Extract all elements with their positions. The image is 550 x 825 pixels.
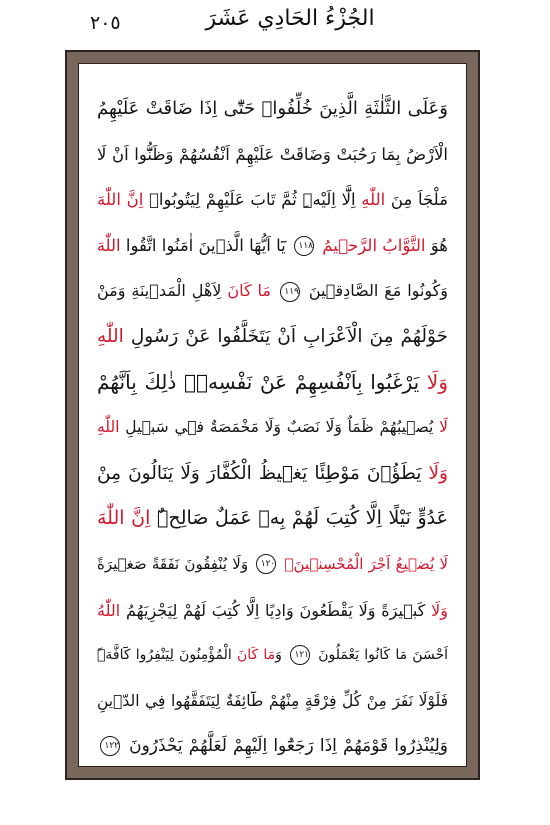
- text-segment: كَب۪يرَةً وَلَا يَقْطَعُونَ وَادِيًا اِلَّا كُتِبَ لَهُمْ لِيَجْزِيَهُمُ: [120, 600, 432, 620]
- ayah-number-marker: ١٢٢: [100, 736, 120, 756]
- text-segment: وَكُونُوا مَعَ الصَّادِق۪ينَ: [302, 281, 448, 301]
- text-segment: حَوْلَهُمْ مِنَ الْاَعْرَابِ اَنْ يَتَخَلَّفُوا عَنْ رَسُولِ: [123, 325, 448, 347]
- text-segment: لِاَهْلِ الْمَد۪ينَةِ وَمَنْ: [97, 281, 228, 301]
- text-line-8: [97, 405, 448, 451]
- juz-title: الجُزْءُ الحَادِي عَشَرَ: [205, 6, 375, 31]
- text-line-1: [97, 86, 448, 132]
- page-number: ٢٠٥: [90, 12, 121, 34]
- text-segment: اِلَّٓا اِلَيْهِۜ ثُمَّ تَابَ عَلَيْهِمْ لِيَتُوبُواۜ: [143, 190, 362, 210]
- text-segment: مَلْجَاَ مِنَ: [385, 190, 448, 210]
- ayah-number-marker: ١٢٠: [256, 554, 276, 574]
- text-segment-red: لَا يُض۪يعُ اَجْرَ الْمُحْسِن۪ينَۙ: [284, 554, 448, 573]
- text-segment: وَعَلَى الثَّلٰثَةِ الَّذِينَ خُلِّفُواۜ حَتّٰٓى اِذَا ضَاقَتْ عَلَيْهِمُ: [97, 98, 448, 119]
- text-segment: يُص۪يبُهُمْ ظَمَاٌ وَلَا نَصَبٌ وَلَا مَخْمَصَةٌ ف۪ي سَب۪يلِ: [119, 418, 440, 437]
- text-segment: الْاَرْضُ بِمَا رَحُبَتْ وَضَاقَتْ عَلَيْهِمْ اَنْفُسُهُمْ وَظَنُّٓوا اَنْ لَا: [97, 144, 448, 164]
- text-segment-red: اللّٰهِ: [97, 418, 120, 437]
- text-segment: اَحْسَنَ مَا كَانُوا يَعْمَلُونَ: [313, 647, 448, 664]
- text-line-6: [97, 314, 448, 360]
- text-segment-red: اللّٰهِ: [97, 325, 124, 347]
- text-segment: يَطَؤُ۫نَ مَوْطِئًا يَغ۪يظُ الْكُفَّارَ وَلَا يَنَالُونَ مِنْ: [97, 462, 429, 484]
- text-segment: الْمُؤْمِنُونَ لِيَنْفِرُوا كَٓافَّةًۜ: [97, 647, 237, 664]
- text-segment-red: اِنَّ اللّٰهَ: [97, 190, 144, 210]
- text-line-4: [97, 223, 448, 269]
- text-segment-red: لَا: [439, 418, 448, 437]
- page-header: [0, 0, 550, 50]
- text-segment-red: مَا كَانَ: [236, 647, 276, 664]
- ayah-number-marker: ١٢١: [290, 645, 310, 665]
- ayah-number-marker: ١١٩: [280, 282, 300, 302]
- text-segment-red: مَا كَانَ: [227, 281, 271, 301]
- text-line-2: [97, 132, 448, 178]
- text-line-5: [97, 268, 448, 314]
- text-segment: وَلَا يُنْفِقُونَ نَفَقَةً صَغ۪يرَةً: [97, 554, 254, 573]
- text-line-14: [97, 679, 448, 725]
- text-segment: [271, 281, 277, 300]
- text-segment-red: اِنَّ اللّٰهَ: [97, 507, 151, 530]
- text-segment: فَلَوْلَا نَفَرَ مِنْ كُلِّ فِرْقَةٍ مِنْهُمْ طَٓائِفَةٌ لِيَتَفَقَّهُوا فِي الدّ۪ينِ: [97, 691, 448, 710]
- text-segment-red: وَلَا: [428, 462, 448, 484]
- text-segment: يَرْغَبُوا بِاَنْفُسِهِمْ عَنْ نَفْسِه۪ۜ ذٰلِكَ بِاَنَّهُمْ: [97, 369, 427, 394]
- text-line-7: [97, 360, 448, 406]
- text-line-10: [97, 496, 448, 542]
- text-line-15: [97, 724, 448, 770]
- text-segment: وَلِيُنْذِرُوا قَوْمَهُمْ اِذَا رَجَعُٓوا اِلَيْهِمْ لَعَلَّهُمْ يَحْذَرُونَ: [123, 736, 448, 757]
- text-line-9: [97, 451, 448, 497]
- text-segment-red: اللّٰهُ: [97, 600, 121, 620]
- text-segment-red: وَلَا: [431, 600, 448, 620]
- quran-text-block: [97, 86, 448, 757]
- text-segment: عَدُوٍّ نَيْلًا اِلَّا كُتِبَ لَهُمْ بِه۪ عَمَلٌ صَالِحٌۜ: [150, 507, 448, 530]
- text-line-3: [97, 177, 448, 223]
- text-segment-red: اللّٰهَ: [97, 235, 121, 255]
- text-segment-red: اللّٰهِ: [361, 190, 386, 210]
- ayah-number-marker: ١١٨: [294, 236, 314, 256]
- text-segment-red: وَلَا: [426, 369, 448, 394]
- text-segment: هُوَ: [425, 235, 448, 255]
- text-segment-red: التَّوَّابُ الرَّح۪يمُ: [322, 235, 426, 255]
- text-segment: وَ: [275, 647, 288, 664]
- text-line-13: [97, 633, 448, 679]
- text-line-12: [97, 588, 448, 634]
- page-frame: [65, 50, 480, 780]
- text-line-11: [97, 542, 448, 588]
- page-frame-inner: [78, 63, 467, 767]
- text-segment: يَٓا اَيُّهَا الَّذ۪ينَ اٰمَنُوا اتَّقُوا: [120, 235, 291, 255]
